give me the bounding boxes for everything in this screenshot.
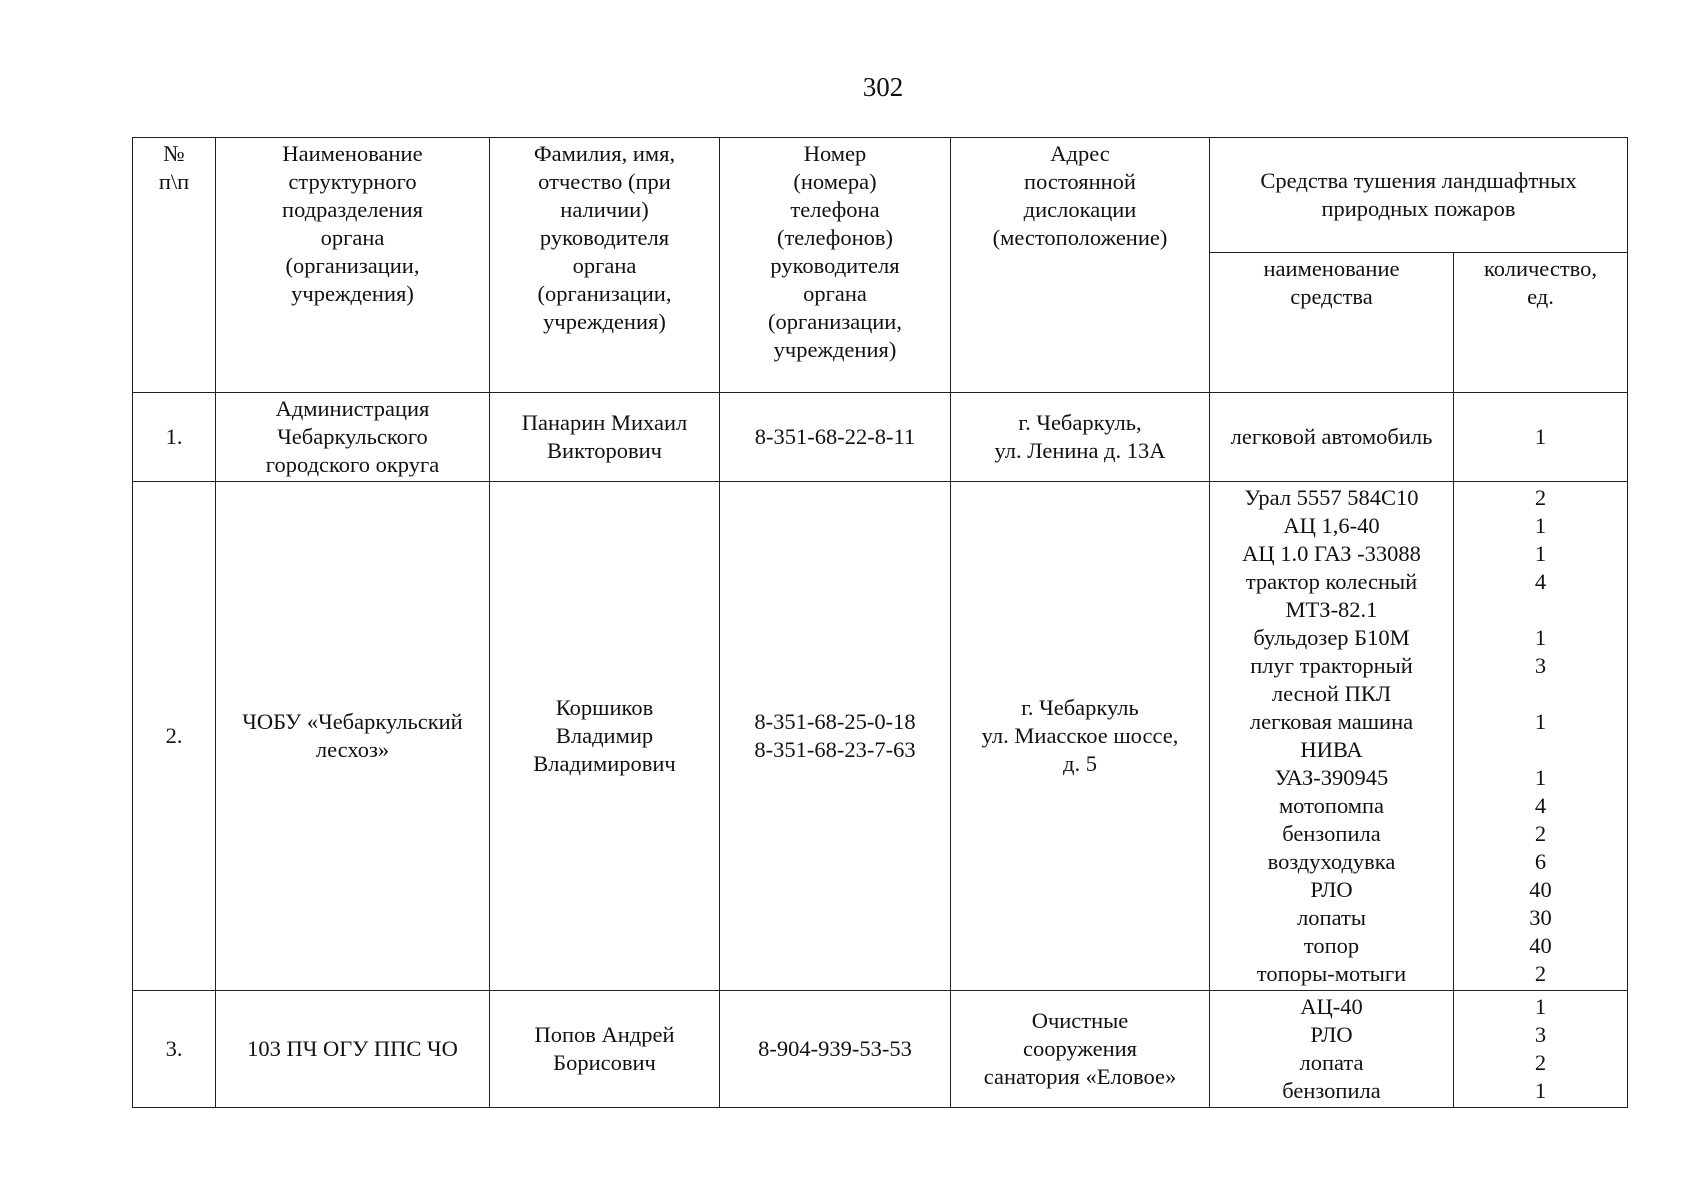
- text-line: лесхоз»: [315, 737, 390, 762]
- text-line: (местоположение): [992, 225, 1168, 250]
- text-line: 1: [1534, 994, 1547, 1019]
- text-line: 6: [1534, 849, 1547, 874]
- text-line: лесной ПКЛ: [1271, 681, 1392, 706]
- cell-unit: [216, 991, 490, 1108]
- cell-phone: [720, 991, 951, 1108]
- cell-unit: [216, 393, 490, 482]
- text-line: Панарин Михаил: [521, 410, 688, 435]
- text-line: воздуходувка: [1267, 849, 1396, 874]
- text-line: 1: [1534, 765, 1547, 790]
- text-line: г. Чебаркуль: [1021, 695, 1139, 720]
- text-line: учреждения): [291, 281, 414, 306]
- header-means-qty: [1454, 253, 1628, 393]
- text-line: [1458, 680, 1623, 708]
- cell-address: [951, 393, 1210, 482]
- text-line: топоры-мотыги: [1256, 961, 1407, 986]
- text-line: МТЗ-82.1: [1285, 597, 1378, 622]
- text-line: 2: [1534, 961, 1547, 986]
- text-line: трактор колесный: [1245, 569, 1418, 594]
- cell-head: [490, 393, 720, 482]
- text-line: количество,: [1483, 256, 1598, 281]
- text-line: руководителя: [770, 253, 900, 278]
- text-line: 40: [1529, 877, 1552, 902]
- text-line: д. 5: [1063, 751, 1097, 776]
- text-line: ул. Ленина д. 13А: [994, 438, 1166, 463]
- header-row: [133, 138, 1628, 253]
- cell-phone: [720, 393, 951, 482]
- text-line: РЛО: [1310, 1022, 1353, 1047]
- text-line: легковая машина: [1249, 709, 1414, 734]
- header-means: [1210, 138, 1628, 253]
- text-line: учреждения): [543, 309, 666, 334]
- text-line: природных пожаров: [1321, 196, 1516, 221]
- text-line: 1: [1534, 709, 1547, 734]
- text-line: ул. Миасское шоссе,: [981, 723, 1179, 748]
- text-line: 8-351-68-22-8-11: [754, 424, 916, 449]
- table-row: [133, 482, 1628, 991]
- text-line: санатория «Еловое»: [983, 1064, 1177, 1089]
- text-line: бензопила: [1282, 821, 1381, 846]
- cell-phone: [720, 482, 951, 991]
- text-line: п\п: [158, 169, 190, 194]
- text-line: отчество (при: [538, 169, 671, 194]
- text-line: легковой автомобиль: [1230, 424, 1433, 449]
- text-line: 1: [1534, 541, 1547, 566]
- text-line: АЦ 1,6-40: [1283, 513, 1380, 538]
- text-line: наличии): [560, 197, 649, 222]
- text-line: Викторович: [547, 438, 662, 463]
- cell-address: [951, 991, 1210, 1108]
- text-line: Фамилия, имя,: [533, 141, 676, 166]
- cell-head: [490, 482, 720, 991]
- text-line: г. Чебаркуль,: [1018, 410, 1142, 435]
- text-line: органа: [572, 253, 637, 278]
- text-line: Наименование: [282, 141, 423, 166]
- text-line: 1: [1534, 424, 1547, 449]
- text-line: органа: [803, 281, 867, 306]
- cell-num: [133, 482, 216, 991]
- text-line: Урал 5557 584С10: [1244, 485, 1419, 510]
- cell-means-qty: [1454, 482, 1628, 991]
- text-line: 103 ПЧ ОГУ ППС ЧО: [247, 1036, 458, 1061]
- cell-num: [133, 991, 216, 1108]
- text-line: Борисович: [553, 1050, 656, 1075]
- text-line: 1: [1534, 513, 1547, 538]
- cell-means-names: [1210, 991, 1454, 1108]
- text-line: сооружения: [1022, 1036, 1138, 1061]
- text-line: дислокации: [1023, 197, 1137, 222]
- text-line: ЧОБУ «Чебаркульский: [242, 709, 463, 734]
- text-line: 2: [1534, 485, 1547, 510]
- text-line: АЦ-40: [1300, 994, 1363, 1019]
- header-means-name: [1210, 253, 1454, 393]
- text-line: УАЗ-390945: [1274, 765, 1389, 790]
- text-line: топор: [1303, 933, 1360, 958]
- text-line: НИВА: [1300, 737, 1363, 762]
- cell-means-names: [1210, 393, 1454, 482]
- text-line: Администрация: [275, 396, 430, 421]
- text-line: 2: [1534, 1050, 1547, 1075]
- text-line: 3: [1534, 653, 1547, 678]
- header-phone: [720, 138, 951, 393]
- cell-unit: [216, 482, 490, 991]
- text-line: (телефонов): [776, 225, 894, 250]
- text-line: 1: [1534, 1078, 1547, 1103]
- text-line: 8-904-939-53-53: [758, 1036, 912, 1061]
- cell-means-qty: [1454, 393, 1628, 482]
- text-line: 4: [1534, 569, 1547, 594]
- text-line: АЦ 1.0 ГАЗ -33088: [1242, 541, 1421, 566]
- text-line: бульдозер Б10М: [1253, 625, 1410, 650]
- row-number: 3.: [165, 1036, 183, 1061]
- text-line: городского округа: [265, 452, 440, 477]
- text-line: ед.: [1527, 284, 1554, 309]
- text-line: 8-351-68-25-0-18: [754, 709, 916, 734]
- text-line: Коршиков: [555, 695, 654, 720]
- text-line: постоянной: [1024, 169, 1136, 194]
- table-row: [133, 393, 1628, 482]
- text-line: телефона: [790, 197, 880, 222]
- cell-address: [951, 482, 1210, 991]
- row-number: 2.: [165, 723, 183, 748]
- text-line: 30: [1529, 905, 1552, 930]
- text-line: 8-351-68-23-7-63: [754, 737, 916, 762]
- text-line: наименование: [1263, 256, 1400, 281]
- header-address: [951, 138, 1210, 393]
- text-line: лопата: [1299, 1050, 1364, 1075]
- text-line: Владимир: [555, 723, 654, 748]
- text-line: бензопила: [1282, 1078, 1381, 1103]
- cell-means-names: [1210, 482, 1454, 991]
- text-line: (организации,: [537, 281, 672, 306]
- header-num: [133, 138, 216, 393]
- text-line: подразделения: [282, 197, 423, 222]
- text-line: (организации,: [285, 253, 420, 278]
- text-line: №: [163, 141, 185, 166]
- text-line: 2: [1534, 821, 1547, 846]
- cell-head: [490, 991, 720, 1108]
- text-line: (организации,: [768, 309, 902, 334]
- page-number: 302: [862, 72, 904, 102]
- text-line: руководителя: [539, 225, 670, 250]
- text-line: Адрес: [1050, 141, 1110, 166]
- header-head: [490, 138, 720, 393]
- text-line: плуг тракторный: [1250, 653, 1413, 678]
- text-line: [1458, 736, 1623, 764]
- cell-num: [133, 393, 216, 482]
- header-unit: [216, 138, 490, 393]
- table-row: [133, 991, 1628, 1108]
- cell-means-qty: [1454, 991, 1628, 1108]
- text-line: органа: [320, 225, 385, 250]
- text-line: средства: [1290, 284, 1373, 309]
- text-line: РЛО: [1310, 877, 1353, 902]
- text-line: Очистные: [1031, 1008, 1129, 1033]
- text-line: 3: [1534, 1022, 1547, 1047]
- fire-means-table: [132, 137, 1628, 1108]
- text-line: Средства тушения ландшафтных: [1260, 168, 1577, 193]
- text-line: Номер: [803, 141, 867, 166]
- text-line: [1458, 596, 1623, 624]
- text-line: лопаты: [1297, 905, 1366, 930]
- text-line: Чебаркульского: [277, 424, 428, 449]
- text-line: структурного: [288, 169, 417, 194]
- text-line: 40: [1529, 933, 1552, 958]
- text-line: Владимирович: [533, 751, 676, 776]
- row-number: 1.: [165, 424, 183, 449]
- text-line: (номера): [793, 169, 877, 194]
- text-line: мотопомпа: [1278, 793, 1385, 818]
- text-line: 4: [1534, 793, 1547, 818]
- text-line: учреждения): [773, 337, 897, 362]
- text-line: 1: [1534, 625, 1547, 650]
- text-line: Попов Андрей: [534, 1022, 675, 1047]
